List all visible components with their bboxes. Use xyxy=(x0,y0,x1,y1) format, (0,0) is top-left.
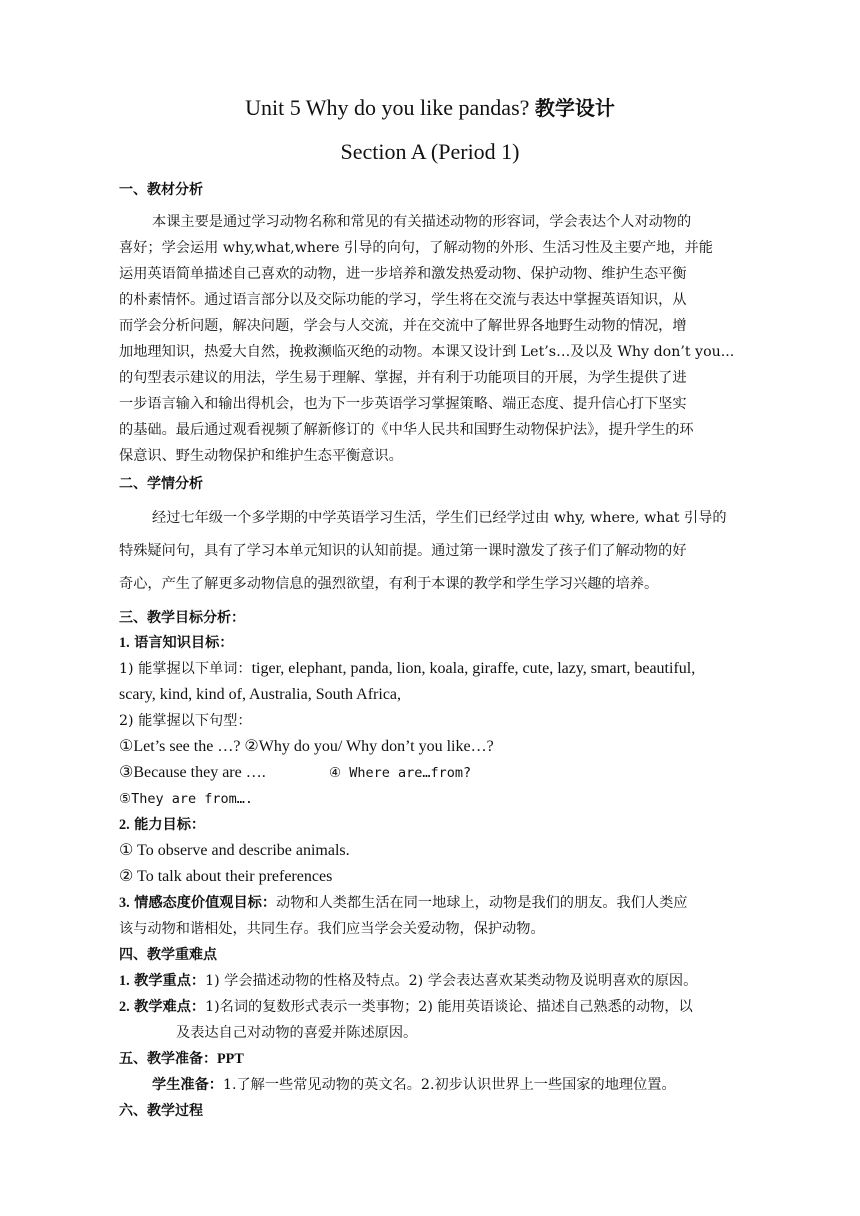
s3-item-2-heading xyxy=(119,815,744,835)
s1-line-8: 一步语言输入和输出得机会，也为下一步英语学习掌握策略、端正态度、提升信心打下坚实 xyxy=(119,396,687,412)
s3-words-list: tiger, elephant, panda, lion, koala, giraffe, cute, lazy, smart, beautiful, xyxy=(251,660,696,677)
s1-line-5: 而学会分析问题，解决问题，学会与人交流，并在交流中了解世界各地野生动物的情况，增 xyxy=(119,318,687,334)
s4-item-1-number: 1. xyxy=(119,973,130,989)
section-5-ppt: PPT xyxy=(217,1051,244,1067)
document-subtitle: Section A (Period 1) xyxy=(340,139,520,164)
s3-item-3 xyxy=(119,893,744,913)
s3-sentences-heading: 2) 能掌握以下句型： xyxy=(119,713,252,729)
section-5-title: 五、教学准备： xyxy=(119,1051,217,1067)
s3-item-1-title: 语言知识目标： xyxy=(134,635,234,651)
s3-because-pattern: ③Because they are …. xyxy=(119,764,266,781)
document-title xyxy=(0,92,860,121)
s2-line-3: 奇心，产生了解更多动物信息的强烈欲望，有利于本课的教学和学生学习兴趣的培养。 xyxy=(119,576,659,592)
s3-ability-1: ① To observe and describe animals. xyxy=(119,842,350,859)
section-6-heading: 六、教学过程 xyxy=(119,1103,203,1119)
section-3-heading: 三、教学目标分析： xyxy=(119,610,245,626)
section-4-heading: 四、教学重难点 xyxy=(119,947,217,963)
s3-item-2-number: 2. xyxy=(119,817,130,833)
s3-item-2-title: 能力目标： xyxy=(134,817,206,833)
title-text: Unit 5 Why do you like pandas? xyxy=(245,95,530,120)
s3-words-line-2: scary, kind, kind of, Australia, South Africa, xyxy=(119,686,402,703)
s4-item-1 xyxy=(119,971,744,991)
s4-item-2-title: 教学难点： xyxy=(134,999,206,1015)
s3-sentence-pattern-3: ⑤They are from…. xyxy=(119,791,254,807)
s3-sentence-pattern-2 xyxy=(119,763,744,783)
s3-where-pattern: ④ Where are…from? xyxy=(329,765,472,781)
s3-item-3-number: 3. xyxy=(119,895,130,911)
s1-line-4: 的朴素情怀。通过语言部分以及交际功能的学习，学生将在交流与表达中掌握英语知识，从 xyxy=(119,292,687,308)
s1-line-1: 本课主要是通过学习动物名称和常见的有关描述动物的形容词，学会表达个人对动物的 xyxy=(152,214,692,230)
section-1-heading: 一、教材分析 xyxy=(119,182,203,198)
s3-item-3-text-2: 该与动物和谐相处，共同生存。我们应当学会关爱动物，保护动物。 xyxy=(119,921,545,937)
s4-item-1-text: 1) 学会描述动物的性格及特点。2) 学会表达喜欢某类动物及说明喜欢的原因。 xyxy=(205,973,698,989)
s1-line-2: 喜好；学会运用 why,what,where 引导的向句，了解动物的外形、生活习性及主要产地，并能 xyxy=(119,240,713,256)
s4-item-2-text-2: 及表达自己对动物的喜爱并陈述原因。 xyxy=(176,1025,418,1041)
s4-item-2-number: 2. xyxy=(119,999,130,1015)
s5-student-title: 学生准备： xyxy=(152,1077,223,1093)
s4-item-2 xyxy=(119,997,744,1017)
s2-line-1: 经过七年级一个多学期的中学英语学习生活，学生们已经学过由 why, where, what 引导的 xyxy=(152,510,727,526)
s3-item-3-text: 动物和人类都生活在同一地球上，动物是我们的朋友。我们人类应 xyxy=(276,895,688,911)
s2-line-2: 特殊疑问句，具有了学习本单元知识的认知前提。通过第一课时激发了孩子们了解动物的好 xyxy=(119,543,687,559)
s1-line-10: 保意识、野生动物保护和维护生态平衡意识。 xyxy=(119,448,403,464)
section-2-heading: 二、学情分析 xyxy=(119,476,203,492)
s3-ability-2: ② To talk about their preferences xyxy=(119,868,333,885)
s4-item-1-title: 教学重点： xyxy=(134,973,206,989)
s3-words-prefix: 1) 能掌握以下单词： xyxy=(119,661,252,677)
s1-line-6: 加地理知识，热爱大自然，挽救濒临灭绝的动物。本课又设计到 Let’s…及以及 Why don’t you... xyxy=(119,344,735,360)
s3-item-1-heading xyxy=(119,633,744,653)
s4-item-2-text: 1)名词的复数形式表示一类事物；2) 能用英语谈论、描述自己熟悉的动物，以 xyxy=(205,999,693,1015)
s3-sentence-pattern-1: ①Let’s see the …? ②Why do you/ Why don’t you like…? xyxy=(119,738,494,755)
s1-line-9: 的基础。最后通过观看视频了解新修订的《中华人民共和国野生动物保护法》，提升学生的环 xyxy=(119,422,694,438)
s5-student-text: 1.了解一些常见动物的英文名。2.初步认识世界上一些国家的地理位置。 xyxy=(222,1077,676,1093)
section-5-heading xyxy=(119,1049,744,1069)
s5-student-prep xyxy=(152,1075,744,1095)
s1-line-3: 运用英语简单描述自己喜欢的动物，进一步培养和激发热爱动物、保护动物、维护生态平衡 xyxy=(119,266,687,282)
title-cn: 教学设计 xyxy=(534,96,615,120)
s3-item-3-title: 情感态度价值观目标： xyxy=(134,895,277,911)
s3-words-line-1 xyxy=(119,659,744,679)
s1-line-7: 的句型表示建议的用法，学生易于理解、掌握，并有利于功能项目的开展，为学生提供了进 xyxy=(119,370,687,386)
s3-item-1-number: 1. xyxy=(119,635,130,651)
